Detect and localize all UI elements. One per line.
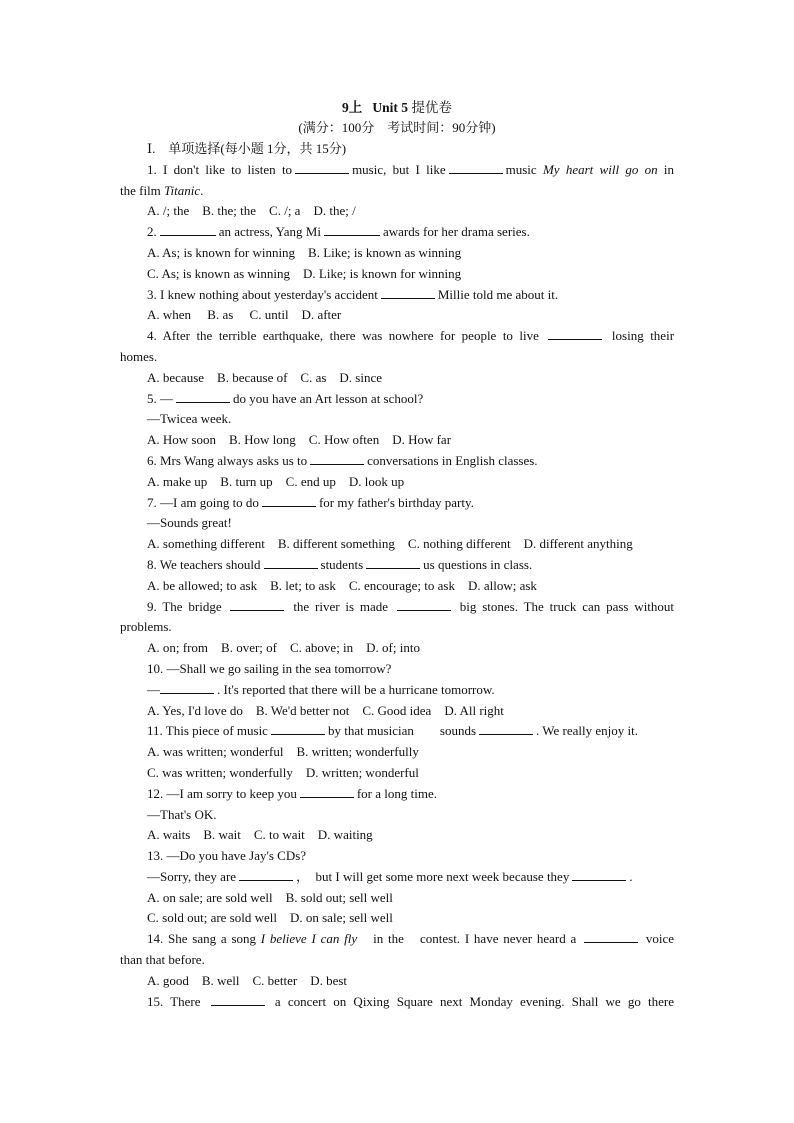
q12-text-a: 12. —I am sorry to keep you	[147, 785, 297, 801]
question-1-options: A. /; the B. the; the C. /; a D. the; /	[147, 203, 356, 219]
q12-text-b: for a long time.	[356, 785, 437, 801]
question-12-options: A. waits B. wait C. to wait D. waiting	[147, 827, 373, 843]
answer-blank	[300, 786, 354, 798]
question-4-cont: homes.	[120, 348, 158, 364]
answer-blank	[324, 224, 380, 236]
q11-text-b: by that musician sounds	[327, 723, 476, 739]
question-13: 13. —Do you have Jay's CDs?	[147, 848, 307, 864]
question-2-options-1: A. As; is known for winning B. Like; is known as winning	[147, 244, 462, 260]
question-3-options: A. when B. as C. until D. after	[147, 307, 342, 323]
title-cn: 提优卷	[411, 100, 452, 115]
question-9-cont: problems.	[120, 619, 172, 635]
question-9	[120, 597, 674, 618]
title-prefix: 9上	[342, 100, 363, 115]
q8-text-b: students	[320, 556, 364, 572]
q13-text-b: —Sorry, they are	[147, 868, 237, 884]
q3-text-b: Millie told me about it.	[437, 286, 559, 302]
q1-text-a: 1. I don't like to listen to	[147, 161, 293, 177]
question-7	[120, 493, 674, 514]
q7-text-a: 7. —I am going to do	[147, 494, 259, 510]
answer-blank	[211, 994, 265, 1006]
question-13-options-2: C. sold out; are sold well D. on sale; sell well	[147, 910, 393, 926]
question-5-options: A. How soon B. How long C. How often D. How far	[147, 432, 452, 448]
question-8-options: A. be allowed; to ask B. let; to ask C. encourage; to ask D. allow; ask	[147, 577, 537, 593]
answer-blank	[572, 869, 626, 881]
q2-text-c: awards for her drama series.	[382, 224, 530, 240]
answer-blank	[548, 328, 602, 340]
answer-blank	[160, 224, 216, 236]
question-5	[120, 389, 674, 410]
q10-text-b: —	[147, 681, 160, 697]
question-4	[120, 326, 674, 347]
question-7-options: A. something different B. different something C. nothing different D. different anything	[147, 536, 633, 552]
q14-text-a: 14. She sang a song	[147, 931, 257, 947]
q15-text-a: 15. There	[147, 993, 201, 1009]
q9-text-b: the river is made	[293, 598, 389, 614]
q15-text-b: a concert on Qixing Square next Monday evening. Shall we go there	[274, 993, 675, 1009]
question-15	[120, 992, 674, 1013]
q5-text-b: do you have an Art lesson at school?	[233, 390, 424, 406]
answer-blank	[271, 723, 325, 735]
question-11-options-1: A. was written; wonderful B. written; wonderfully	[147, 744, 419, 760]
question-10-options: A. Yes, I'd love do B. We'd better not C. Good idea D. All right	[147, 702, 504, 718]
q1-text-b: music, but I like	[352, 161, 446, 177]
q6-text-b: conversations in English classes.	[367, 452, 538, 468]
answer-blank	[310, 453, 364, 465]
q14-text-c: in the contest. I have never heard a	[357, 931, 577, 947]
question-2-options-2: C. As; is known as winning D. Like; is known for winning	[147, 265, 462, 281]
answer-blank	[479, 723, 533, 735]
question-1-cont	[120, 181, 674, 202]
question-14-cont: than that before.	[120, 952, 205, 968]
q14-song-title: I believe I can fly	[260, 931, 358, 947]
title-unit: Unit 5	[372, 100, 409, 115]
question-9-options: A. on; from B. over; of C. above; in D. of; into	[147, 640, 420, 656]
question-7-reply: —Sounds great!	[147, 515, 232, 531]
q11-text-a: 11. This piece of music	[147, 723, 268, 739]
question-4-options: A. because B. because of C. as D. since	[147, 369, 383, 385]
answer-blank	[449, 162, 503, 174]
question-10: 10. —Shall we go sailing in the sea tomorrow?	[147, 660, 392, 676]
q7-text-b: for my father's birthday party.	[318, 494, 474, 510]
q2-text-a: 2.	[147, 224, 157, 240]
answer-blank	[366, 557, 420, 569]
answer-blank	[262, 495, 316, 507]
q8-text-a: 8. We teachers should	[147, 556, 261, 572]
answer-blank	[584, 931, 638, 943]
answer-blank	[230, 599, 284, 611]
answer-blank	[295, 162, 349, 174]
q1-film-title: Titanic	[164, 182, 201, 198]
question-14	[120, 929, 674, 950]
q4-text-a: 4. After the terrible earthquake, there was nowhere for people to live	[147, 328, 539, 344]
q1-text-e: in	[663, 161, 675, 177]
question-3	[120, 285, 674, 306]
q1-song-title: My heart will go on	[542, 161, 658, 177]
q3-text-a: 3. I knew nothing about yesterday's accident	[147, 286, 378, 302]
answer-blank	[239, 869, 293, 881]
answer-blank	[176, 391, 230, 403]
question-8	[120, 555, 674, 576]
q13-text-c: ， but I will get some more next week because they	[296, 868, 570, 884]
question-12-reply: —That's OK.	[147, 806, 217, 822]
question-10-reply	[120, 680, 674, 701]
answer-blank	[397, 599, 451, 611]
question-5-reply: —Twicea week.	[147, 411, 232, 427]
question-11	[120, 721, 674, 742]
q13-text-d: .	[629, 868, 633, 884]
question-12	[120, 784, 674, 805]
question-2	[120, 222, 674, 243]
q9-text-c: big stones. The truck can pass without	[459, 598, 675, 614]
question-14-options: A. good B. well C. better D. best	[147, 972, 348, 988]
q1-text-c: music	[505, 161, 537, 177]
q5-text-a: 5. —	[147, 390, 173, 406]
page-subtitle: (满分：100分 考试时间：90分钟)	[298, 120, 496, 135]
q8-text-c: us questions in class.	[423, 556, 533, 572]
q1-text-h: .	[200, 182, 204, 198]
question-13-options-1: A. on sale; are sold well B. sold out; sell well	[147, 889, 393, 905]
question-6-options: A. make up B. turn up C. end up D. look up	[147, 473, 405, 489]
q1-text-f: the film	[120, 182, 161, 198]
q2-text-b: an actress, Yang Mi	[218, 224, 321, 240]
q4-text-b: losing their	[611, 328, 675, 344]
section-heading: Ⅰ. 单项选择(每小题 1分，共 15分)	[147, 141, 347, 156]
question-6	[120, 451, 674, 472]
answer-blank	[381, 287, 435, 299]
q11-text-c: . We really enjoy it.	[536, 723, 638, 739]
q9-text-a: 9. The bridge	[147, 598, 222, 614]
answer-blank	[160, 682, 214, 694]
q10-text-c: . It's reported that there will be a hurricane tomorrow.	[217, 681, 495, 697]
question-11-options-2: C. was written; wonderfully D. written; wonderful	[147, 764, 419, 780]
page-title	[120, 98, 674, 118]
question-1	[120, 160, 674, 181]
answer-blank	[264, 557, 318, 569]
q14-text-d: voice	[645, 931, 675, 947]
q6-text-a: 6. Mrs Wang always asks us to	[147, 452, 308, 468]
question-13-reply	[120, 867, 674, 888]
